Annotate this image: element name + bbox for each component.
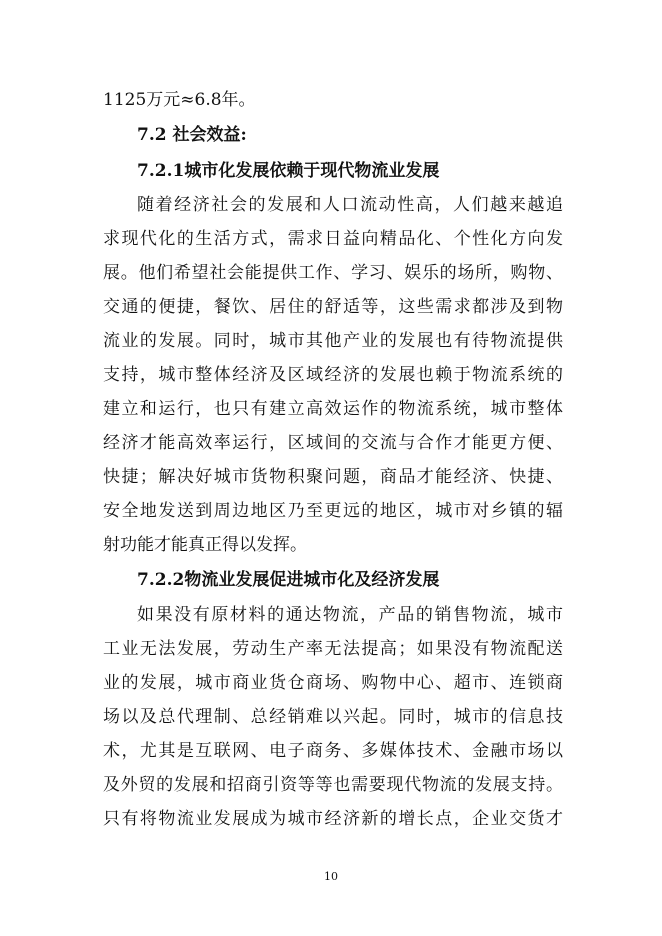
paragraph-line: 工业无法发展，劳动生产率无法提高；如果没有物流配送: [103, 639, 563, 659]
paragraph-line: 支持，城市整体经济及区域经济的发展也赖于物流系统的: [103, 365, 563, 385]
paragraph-line: 场以及总代理制、总经销难以兴起。同时，城市的信息技: [103, 707, 563, 727]
paragraph-line: 建立和运行，也只有建立高效运作的物流系统，城市整体: [103, 399, 563, 419]
paragraph-line: 快捷；解决好城市货物积聚问题，商品才能经济、快捷、: [103, 467, 563, 487]
paragraph-line: 求现代化的生活方式，需求日益向精品化、个性化方向发: [103, 229, 563, 249]
paragraph-line: 只有将物流业发展成为城市经济新的增长点，企业交货才: [103, 809, 563, 829]
paragraph-line: 经济才能高效率运行，区域间的交流与合作才能更方便、: [103, 433, 563, 453]
paragraph-line: 展。他们希望社会能提供工作、学习、娱乐的场所，购物、: [103, 263, 563, 283]
section-7-2-1-heading: 7.2.1城市化发展依赖于现代物流业发展: [137, 161, 440, 181]
paragraph-line: 流业的发展。同时，城市其他产业的发展也有待物流提供: [103, 331, 563, 351]
paragraph-line: 交通的便捷，餐饮、居住的舒适等，这些需求都涉及到物: [103, 297, 563, 317]
opening-line: 1125万元≈6.8年。: [103, 90, 256, 110]
paragraph-line: 随着经济社会的发展和人口流动性高，人们越来越追: [137, 195, 563, 215]
section-7-2-2-heading: 7.2.2物流业发展促进城市化及经济发展: [137, 570, 440, 590]
paragraph-line: 射功能才能真正得以发挥。: [103, 535, 307, 555]
paragraph-line: 术，尤其是互联网、电子商务、多媒体技术、金融市场以: [103, 741, 563, 761]
paragraph-line: 及外贸的发展和招商引资等等也需要现代物流的发展支持。: [103, 775, 563, 795]
section-7-2-heading: 7.2 社会效益:: [137, 125, 247, 145]
page-number: 10: [324, 870, 338, 883]
paragraph-line: 业的发展，城市商业货仓商场、购物中心、超市、连锁商: [103, 673, 563, 693]
paragraph-line: 如果没有原材料的通达物流，产品的销售物流，城市: [137, 605, 563, 625]
paragraph-line: 安全地发送到周边地区乃至更远的地区，城市对乡镇的辐: [103, 501, 563, 521]
